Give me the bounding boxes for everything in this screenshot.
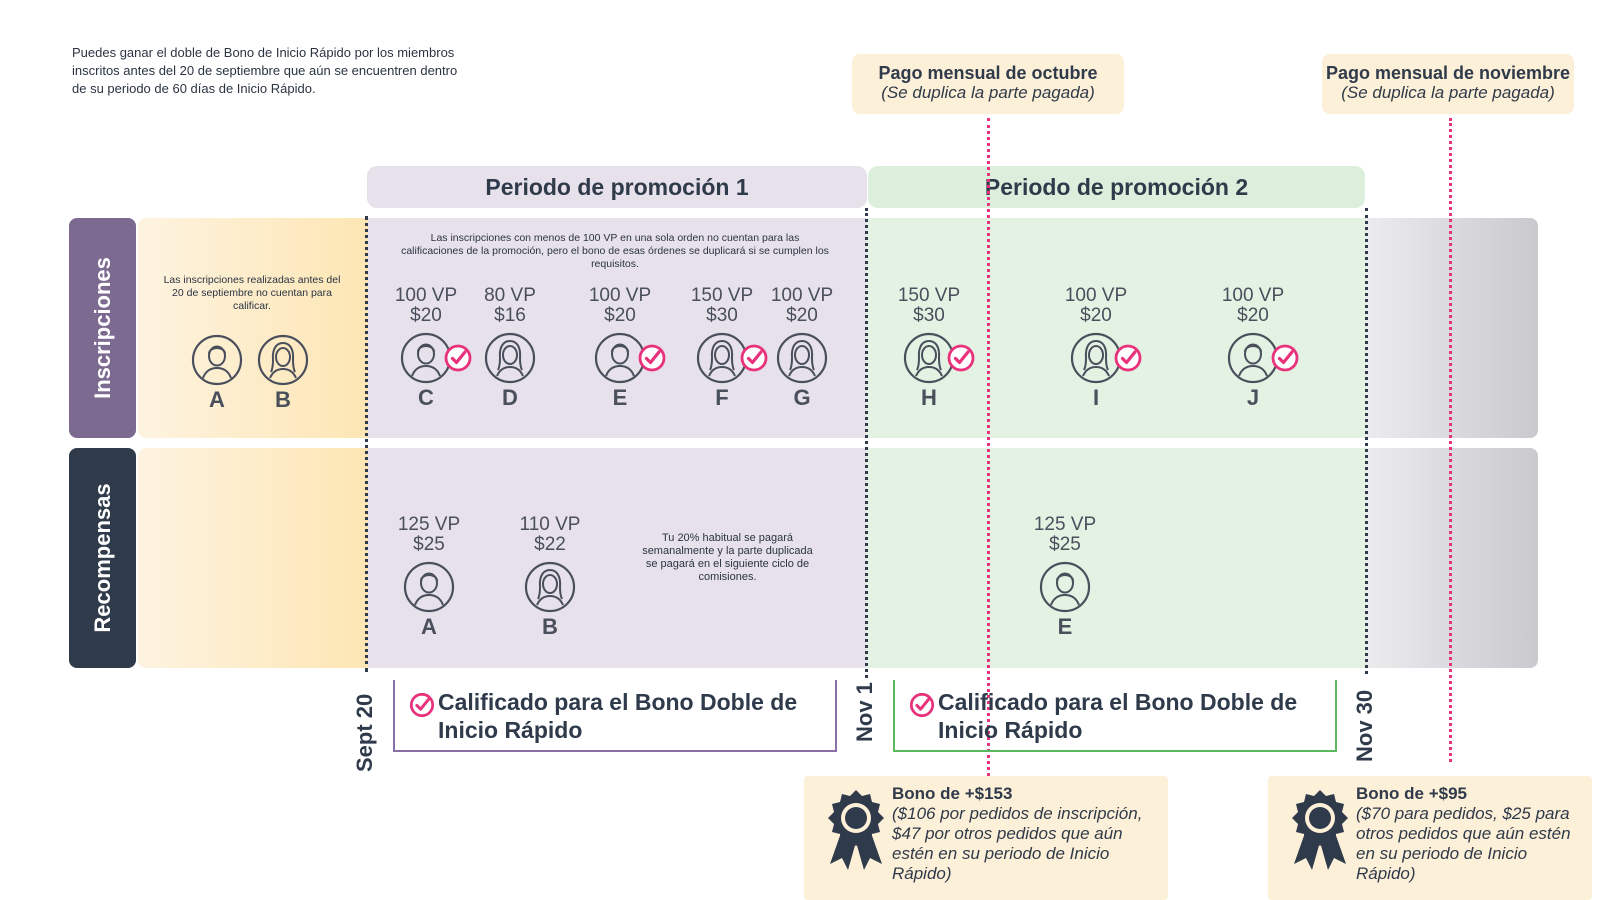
rewards-row-label: Recompensas: [69, 448, 136, 668]
member-amount: $22: [534, 534, 566, 555]
female-avatar-icon: [524, 561, 576, 613]
member-amount: $20: [1080, 305, 1112, 326]
member-avatar: [191, 334, 243, 386]
bonus-desc-october: ($106 por pedidos de inscripción, $47 por otros pedidos que aún estén en su periodo de Inicio Rápido): [892, 804, 1143, 883]
female-avatar-icon: [484, 332, 536, 384]
member-vp: 100 VP: [588, 285, 652, 306]
member-avatar: [400, 332, 452, 384]
member-letter: B: [542, 614, 558, 639]
member-vp: 125 VP: [1033, 514, 1097, 535]
member-letter: J: [1246, 385, 1260, 410]
sept20-divider: [365, 216, 368, 672]
payment-october-box: [852, 54, 1124, 114]
bonus-box-october: [804, 776, 1168, 900]
member-amount: $30: [706, 305, 738, 326]
member-avatar: [403, 561, 455, 613]
rewards-period-2-cell: [866, 448, 1366, 668]
member-amount: $20: [604, 305, 636, 326]
member-e: [575, 286, 665, 410]
member-avatar: [1039, 561, 1091, 613]
member-letter: A: [209, 387, 225, 412]
nov30-divider: [1365, 208, 1368, 674]
november-payment-line: [1449, 118, 1452, 762]
rewards-before-cell: [138, 448, 368, 668]
october-payment-line: [987, 118, 990, 776]
member-a: [384, 515, 474, 639]
member-letter: B: [275, 387, 291, 412]
member-vp: 100 VP: [1221, 285, 1285, 306]
male-avatar-icon: [403, 561, 455, 613]
member-letter: E: [1057, 614, 1073, 639]
male-avatar-icon: [191, 334, 243, 386]
member-h: [884, 286, 974, 410]
bonus-title-october: Bono de +$153: [892, 784, 1013, 803]
member-vp: 100 VP: [770, 285, 834, 306]
member-avatar: [1227, 332, 1279, 384]
award-ribbon-icon: [824, 788, 888, 874]
period-2-header: Periodo de promoción 2: [868, 166, 1365, 208]
male-avatar-icon: [1039, 561, 1091, 613]
rewards-after-cell: [1366, 448, 1538, 668]
bonus-box-november: [1268, 776, 1592, 900]
female-avatar-icon: [257, 334, 309, 386]
member-e: [1020, 515, 1110, 639]
member-letter: I: [1092, 385, 1100, 410]
member-avatar: [257, 334, 309, 386]
check-circle-icon: [1271, 344, 1299, 372]
member-avatar: [484, 332, 536, 384]
member-b: [505, 515, 595, 639]
member-letter: C: [418, 385, 434, 410]
member-letter: E: [612, 385, 628, 410]
qualified-label-period-1: Calificado para el Bono Doble de Inicio Rápido: [438, 689, 798, 743]
check-circle-icon: [1114, 344, 1142, 372]
member-vp: 125 VP: [397, 514, 461, 535]
nov1-divider: [865, 208, 868, 678]
member-f: [677, 286, 767, 410]
check-circle-icon: [909, 692, 935, 718]
award-ribbon-icon: [1288, 788, 1352, 874]
member-avatar: [594, 332, 646, 384]
member-j: [1208, 286, 1298, 410]
member-letter: G: [793, 385, 811, 410]
check-circle-icon: [947, 344, 975, 372]
female-avatar-icon: [776, 332, 828, 384]
member-amount: $20: [786, 305, 818, 326]
date-nov30: Nov 30: [1352, 689, 1377, 762]
bonus-desc-november: ($70 para pedidos, $25 para otros pedidos que aún estén en su periodo de Inicio Rápido): [1356, 804, 1571, 883]
member-vp: 80 VP: [484, 285, 536, 306]
note-weekly-payment: Tu 20% habitual se pagará semanalmente y la parte duplicada se pagará en el siguiente ciclo de comisiones.: [642, 532, 813, 583]
note-under-100vp: Las inscripciones con menos de 100 VP en una sola orden no cuentan para las calificaciones de la promoción, pero el bono de esas órdenes se duplicará si se cumplen los requisitos.: [401, 232, 829, 270]
member-amount: $25: [1049, 534, 1081, 555]
qualified-box-period-1: [393, 680, 837, 752]
check-circle-icon: [638, 344, 666, 372]
member-b: [238, 328, 328, 412]
payment-november-box: [1322, 54, 1574, 114]
member-vp: 110 VP: [519, 514, 581, 535]
bonus-title-november: Bono de +$95: [1356, 784, 1468, 803]
date-nov1: Nov 1: [852, 682, 877, 742]
member-g: [757, 286, 847, 410]
member-letter: H: [921, 385, 937, 410]
member-avatar: [903, 332, 955, 384]
qualified-label-period-2: Calificado para el Bono Doble de Inicio Rápido: [938, 689, 1298, 743]
member-amount: $30: [913, 305, 945, 326]
member-d: [465, 286, 555, 410]
payment-october-subtitle: (Se duplica la parte pagada): [881, 83, 1095, 102]
member-avatar: [1070, 332, 1122, 384]
member-amount: $16: [494, 305, 526, 326]
qualified-box-period-2: [893, 680, 1337, 752]
member-vp: 100 VP: [1064, 285, 1128, 306]
member-letter: A: [421, 614, 437, 639]
payment-november-title: Pago mensual de noviembre: [1325, 63, 1571, 83]
member-letter: F: [715, 385, 729, 410]
payment-november-subtitle: (Se duplica la parte pagada): [1341, 83, 1555, 102]
check-circle-icon: [409, 692, 435, 718]
member-c: [381, 286, 471, 410]
inscriptions-after-cell: [1366, 218, 1538, 438]
date-sept20: Sept 20: [352, 693, 377, 772]
member-avatar: [776, 332, 828, 384]
member-amount: $20: [410, 305, 442, 326]
member-vp: 150 VP: [690, 285, 754, 306]
member-vp: 100 VP: [394, 285, 458, 306]
member-avatar: [524, 561, 576, 613]
member-avatar: [696, 332, 748, 384]
member-amount: $20: [1237, 305, 1269, 326]
member-letter: D: [502, 385, 518, 410]
note-before-sept20: Las inscripciones realizadas antes del 20 de septiembre no cuentan para calificar.: [163, 274, 341, 312]
inscriptions-row-label: Inscripciones: [69, 218, 136, 438]
period-1-header: Periodo de promoción 1: [367, 166, 867, 208]
payment-october-title: Pago mensual de octubre: [878, 63, 1098, 83]
member-amount: $25: [413, 534, 445, 555]
member-i: [1051, 286, 1141, 410]
intro-text: Puedes ganar el doble de Bono de Inicio Rápido por los miembros inscritos antes del 20 de septiembre que aún se encuentren dentro de su periodo de 60 días de Inicio Rápido.: [72, 45, 458, 96]
member-vp: 150 VP: [897, 285, 961, 306]
